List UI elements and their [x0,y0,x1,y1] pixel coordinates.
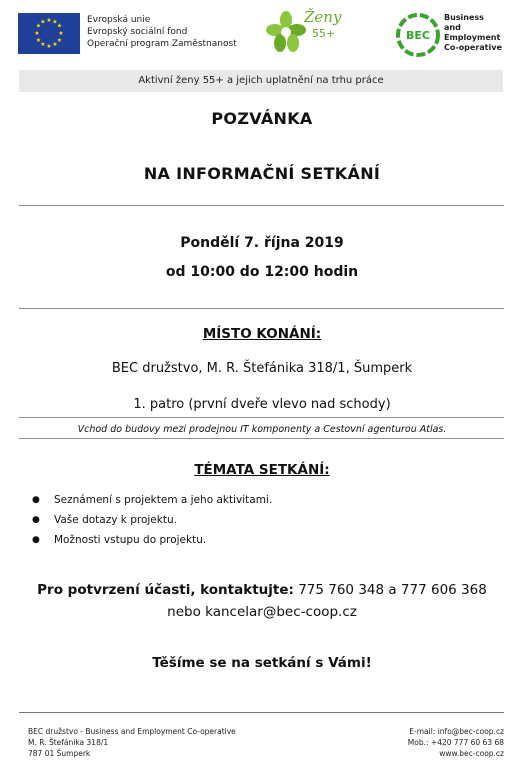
project-banner: Aktivní ženy 55+ a jejich uplatnění na trhu práce [19,70,503,92]
eu-line: Evropský sociální fond [87,27,188,37]
list-item [32,510,272,530]
bullet-icon: ● [32,495,40,505]
eu-line: Operační program Zaměstnanost [87,39,237,49]
bec-logo-text [444,13,502,53]
footer-line: M. R. Štefánika 318/1 [28,738,109,747]
svg-text:★: ★ [46,17,52,24]
topics-heading: TÉMATA SETKÁNÍ: [194,462,330,478]
venue-heading: MÍSTO KONÁNÍ: [202,326,322,342]
bullet-icon: ● [32,535,40,545]
footer-email[interactable]: E-mail: info@bec-coop.cz [409,727,504,736]
footer-contacts [380,726,504,759]
entrance-note: Vchod do budovy mezi prodejnou IT komponenty a Cestovní agenturou Atlas. [77,424,447,435]
topics-list [32,490,272,550]
venue-floor: 1. patro (první dveře vlevo nad schody) [133,397,391,412]
bec-logo-mark: BEC [406,29,430,42]
svg-text:★: ★ [40,18,46,26]
svg-text:★: ★ [52,41,58,48]
meeting-date: Pondělí 7. října 2019 [180,235,344,251]
divider [19,417,504,418]
bec-line: Co-operative [444,43,502,52]
eu-line: Evropská unie [87,15,151,25]
meeting-time: od 10:00 do 12:00 hodin [165,264,359,280]
footer-line: 787 01 Šumperk [28,749,91,758]
zeny-logo-title: Ženy [304,8,342,26]
closing-text: Těšíme se na setkání s Vámi! [152,655,372,671]
divider [19,438,504,439]
contact-phones: 775 760 348 a 777 606 368 [293,582,487,598]
eu-flag-logo [18,13,80,54]
bec-line: and [444,23,461,32]
topic-text: Seznámení s projektem a jeho aktivitami. [54,494,273,506]
svg-text:★: ★ [58,30,64,37]
footer-phone: Mob.: +420 777 60 63 68 [407,738,504,747]
footer-divider [19,712,504,713]
invitation-title: POZVÁNKA [211,109,313,128]
meeting-title: NA INFORMAČNÍ SETKÁNÍ [143,164,381,183]
divider [19,308,504,309]
divider [19,205,504,206]
topic-text: Možnosti vstupu do projektu. [54,534,207,546]
svg-text:★: ★ [52,18,58,26]
svg-text:★: ★ [35,37,42,44]
footer-line: BEC družstvo - Business and Employment Co-operative [28,727,236,736]
svg-text:★: ★ [56,37,63,44]
bec-line: Business [444,13,484,22]
venue-address: BEC družstvo, M. R. Štefánika 318/1, Šumperk [111,361,413,376]
svg-text:★: ★ [40,41,46,48]
svg-text:★: ★ [46,43,52,50]
svg-text:★: ★ [35,22,42,30]
svg-text:★: ★ [34,30,40,37]
topic-text: Vaše dotazy k projektu. [54,514,177,526]
bec-logo [396,13,440,57]
eu-caption [87,14,237,50]
contact-line [0,582,524,598]
footer-address [28,726,236,759]
list-item [32,530,272,550]
contact-label: Pro potvrzení účasti, kontaktujte: [37,582,294,598]
zeny-logo-subtitle: 55+ [312,27,336,40]
list-item [32,490,272,510]
svg-text:★: ★ [56,22,63,30]
bec-line: Employment [444,33,501,42]
bullet-icon: ● [32,515,40,525]
contact-email[interactable]: nebo kancelar@bec-coop.cz [167,604,357,620]
footer-website[interactable]: www.bec-coop.cz [439,749,504,758]
